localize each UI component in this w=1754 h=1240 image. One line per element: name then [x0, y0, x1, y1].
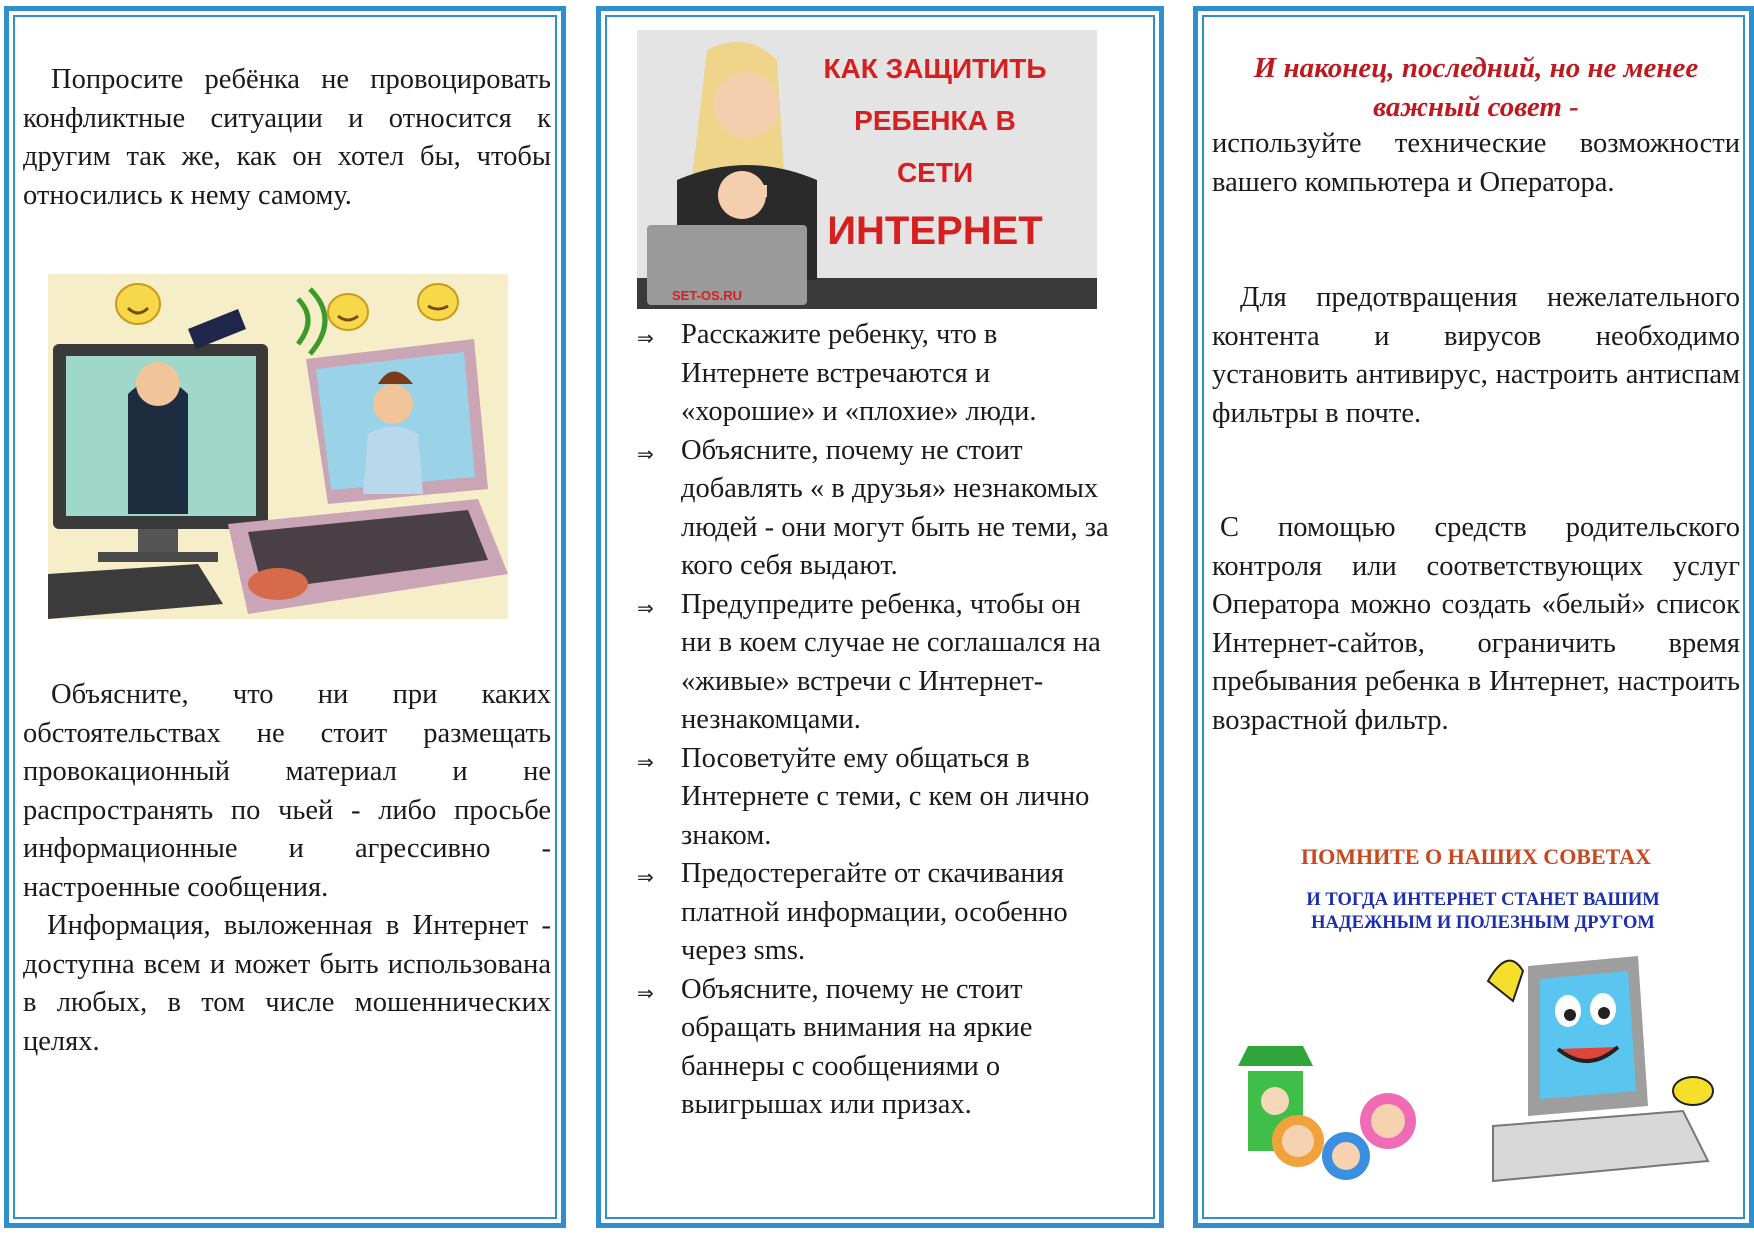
list-item	[637, 586, 1117, 740]
final-advice-heading: И наконец, последний, но не менее важный совет -	[1253, 52, 1699, 123]
banner-line4: ИНТЕРНЕТ	[827, 209, 1043, 253]
advice-list	[637, 316, 1117, 1125]
paragraph-text: Попросите ребёнка не провоцировать конфликтные ситуации и относится к другим так же, как он хотел бы, чтобы относились к нему самому.	[23, 64, 551, 211]
left-panel	[4, 6, 566, 1228]
middle-panel	[596, 6, 1164, 1228]
paragraph-parental-control	[1212, 509, 1740, 740]
remember-advice-title: ПОМНИТЕ О НАШИХ СОВЕТАХ	[1300, 844, 1652, 869]
banner-line2: РЕБЕНКА В	[854, 105, 1016, 136]
cartoon-computer-illustration	[1238, 941, 1728, 1191]
online-communication-illustration	[48, 274, 508, 619]
internet-friend-caption	[1258, 889, 1708, 935]
list-item-text: Расскажите ребенку, что в Интернете встречаются и «хорошие» и «плохие» люди.	[681, 319, 1037, 427]
paragraph-antivirus	[1212, 279, 1740, 433]
list-item-text: Посоветуйте ему общаться в Интернете с теми, с кем он лично знаком.	[681, 742, 1090, 851]
list-item	[637, 316, 1117, 432]
paragraph-text: Объясните, что ни при каких обстоятельствах не стоит размещать провокационный материал и не распространять по чьей - либо просьбе информационные и агрессивно - настроенные сообщения.	[23, 679, 551, 903]
paragraph-technical-capabilities	[1212, 125, 1740, 202]
list-item	[637, 432, 1117, 586]
list-item	[637, 740, 1117, 856]
arrow-right-icon: ⇒	[637, 980, 654, 1005]
paragraph-text: Для предотвращения нежелательного контента и вирусов необходимо установить антивирус, настроить антиспам фильтры в почте.	[1212, 282, 1740, 429]
arrow-right-icon: ⇒	[637, 441, 654, 466]
caption-line: И ТОГДА ИНТЕРНЕТ СТАНЕТ ВАШИМ	[1306, 890, 1660, 910]
list-item-text: Объясните, почему не стоит добавлять « в друзья» незнакомых людей - они могут быть не теми, за кого себя выдают.	[681, 434, 1109, 581]
paragraph-text: Информация, выложенная в Интернет - доступна всем и может быть использована в любых, в том числе мошеннических целях.	[23, 910, 551, 1057]
paragraph-text: С помощью средств родительского контроля или соответствующих услуг Оператора можно создать «белый» список Интернет-сайтов, ограничить время пребывания ребенка в Интернет, настроить возрастной фильтр.	[1212, 512, 1740, 736]
list-item	[637, 971, 1117, 1125]
list-item-text: Предостерегайте от скачивания платной информации, особенно через sms.	[681, 858, 1068, 966]
how-to-protect-banner	[637, 30, 1097, 309]
arrow-right-icon: ⇒	[637, 749, 654, 774]
arrow-right-icon: ⇒	[637, 326, 654, 350]
list-item-text: Предупредите ребенка, чтобы он ни в коем случае не соглашался на «живые» встречи с Интернет-незнакомцами.	[681, 588, 1101, 735]
list-item-text: Объясните, почему не стоит обращать внимания на яркие баннеры с сообщениями о выигрышах или призах.	[681, 973, 1033, 1120]
arrow-right-icon: ⇒	[637, 595, 654, 620]
paragraph-no-provocative-material	[23, 676, 551, 1061]
arrow-right-icon: ⇒	[637, 865, 654, 889]
paragraph-no-provoking	[23, 61, 551, 215]
caption-line: НАДЕЖНЫМ И ПОЛЕЗНЫМ ДРУГОМ	[1311, 913, 1655, 933]
banner-watermark: SET-OS.RU	[672, 288, 743, 303]
banner-line1: КАК ЗАЩИТИТЬ	[823, 53, 1047, 84]
list-item	[637, 855, 1117, 971]
paragraph-text: используйте технические возможности вашего компьютера и Оператора.	[1212, 128, 1740, 198]
banner-line3: СЕТИ	[896, 157, 974, 188]
right-panel	[1193, 6, 1754, 1228]
